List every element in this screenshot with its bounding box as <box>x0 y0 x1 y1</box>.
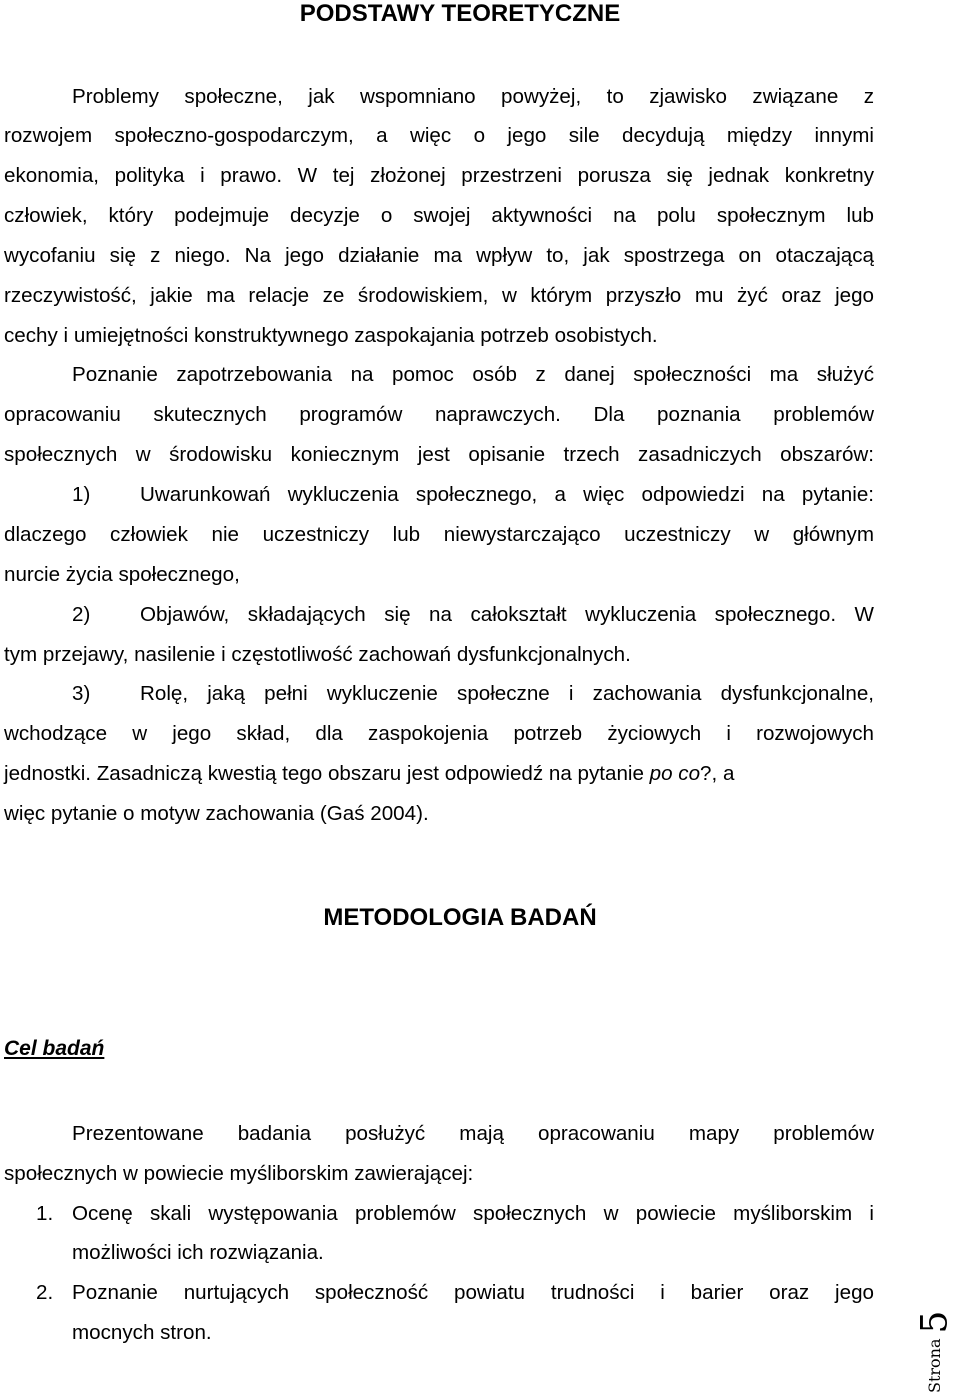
list-item-number: 3) <box>72 682 91 705</box>
text-line: rozwojem społeczno-gospodarczym, a więc o jego sile decydują między innymi <box>4 124 874 147</box>
text-line <box>4 762 874 786</box>
text-line: ekonomia, polityka i prawo. W tej złożonej przestrzeni porusza się jednak konkretny <box>4 164 874 187</box>
text-line: Objawów, składających się na całokształt wykluczenia społecznego. W <box>140 603 874 626</box>
subsection-heading: Cel badań <box>4 1037 105 1060</box>
text-line: człowiek, który podejmuje decyzje o swojej aktywności na polu społecznym lub <box>4 204 874 227</box>
text-line: możliwości ich rozwiązania. <box>72 1241 324 1264</box>
list-item-number: 2) <box>72 603 91 626</box>
text-line: Poznanie zapotrzebowania na pomoc osób z danej społeczności ma służyć <box>72 363 874 386</box>
section-heading: PODSTAWY TEORETYCZNE <box>299 0 621 27</box>
text-line: społecznych w środowisku koniecznym jest opisanie trzech zasadniczych obszarów: <box>4 443 874 466</box>
text-line: wchodzące w jego skład, dla zaspokojenia potrzeb życiowych i rozwojowych <box>4 722 874 745</box>
list-item-number: 1. <box>36 1202 54 1225</box>
text-line: Uwarunkowań wykluczenia społecznego, a więc odpowiedzi na pytanie: <box>140 483 874 506</box>
text-line: opracowaniu skutecznych programów naprawczych. Dla poznania problemów <box>4 403 874 426</box>
text-line: dlaczego człowiek nie uczestniczy lub niewystarczająco uczestniczy w głównym <box>4 523 874 546</box>
list-item-number: 1) <box>72 483 91 506</box>
text-line: Problemy społeczne, jak wspomniano powyżej, to zjawisko związane z <box>72 85 874 108</box>
text-line: rzeczywistość, jakie ma relacje ze środowiskiem, w którym przyszło mu żyć oraz jego <box>4 284 874 307</box>
text-line: mocnych stron. <box>72 1321 212 1344</box>
italic-text: po co <box>649 762 701 785</box>
text-line: Prezentowane badania posłużyć mają opracowaniu mapy problemów <box>72 1122 874 1145</box>
text-span: jednostki. Zasadniczą kwestią tego obszaru jest odpowiedź na pytanie <box>4 762 650 785</box>
list-item-number: 2. <box>36 1281 54 1304</box>
text-line: Poznanie nurtujących społeczność powiatu trudności i barier oraz jego <box>72 1281 874 1304</box>
text-line: wycofaniu się z niego. Na jego działanie ma wpływ to, jak spostrzega on otaczającą <box>4 244 874 267</box>
text-span: ?, a <box>700 762 735 785</box>
text-line: tym przejawy, nasilenie i częstotliwość zachowań dysfunkcjonalnych. <box>4 643 631 666</box>
section-heading: METODOLOGIA BADAŃ <box>323 904 597 931</box>
text-line: społecznych w powiecie myśliborskim zawierającej: <box>4 1162 474 1185</box>
page-label: Strona <box>925 1338 944 1393</box>
text-line: Ocenę skali występowania problemów społecznych w powiecie myśliborskim i <box>72 1202 874 1225</box>
text-line: więc pytanie o motyw zachowania (Gaś 2004). <box>4 802 429 825</box>
text-line: cechy i umiejętności konstruktywnego zaspokajania potrzeb osobistych. <box>4 324 658 347</box>
text-line: Rolę, jaką pełni wykluczenie społeczne i zachowania dysfunkcjonalne, <box>140 682 874 705</box>
text-line: nurcie życia społecznego, <box>4 563 240 586</box>
page-number: 5 <box>914 1310 956 1334</box>
page-footer <box>914 1300 958 1393</box>
